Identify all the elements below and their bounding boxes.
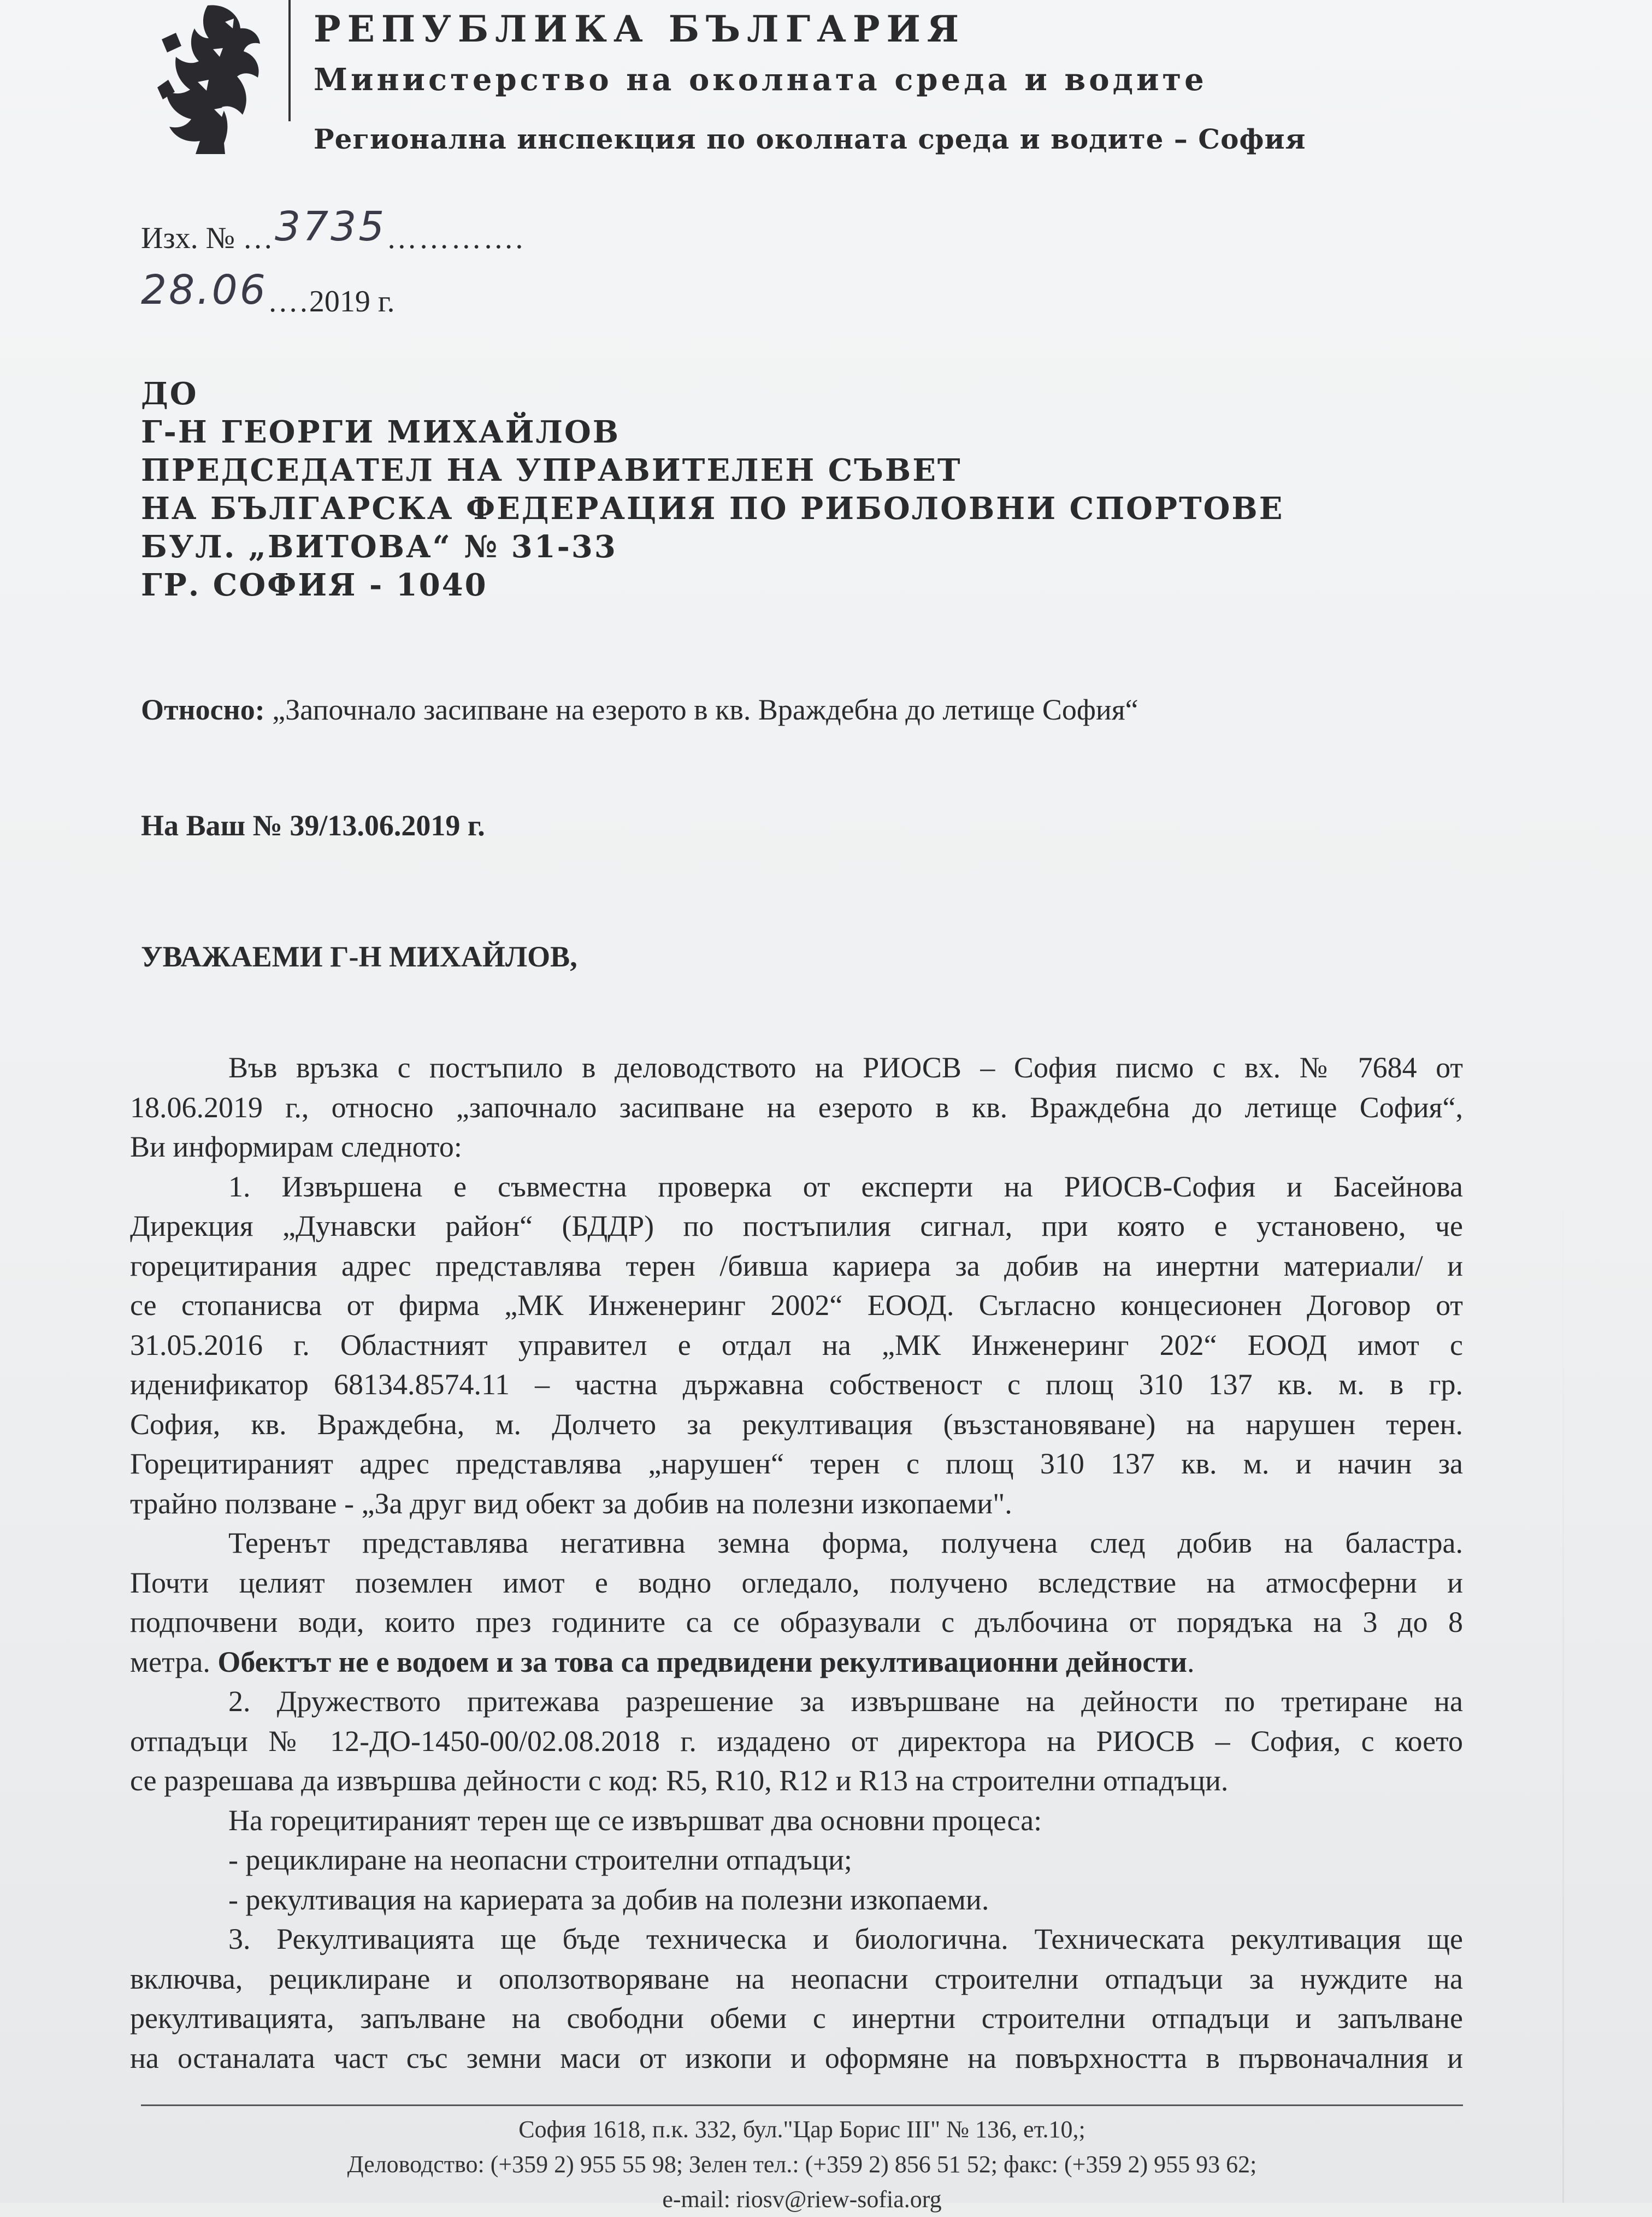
outgoing-date: 28.06….2019 г.: [141, 267, 395, 319]
salutation: УВАЖАЕМИ Г-Н МИХАЙЛОВ,: [141, 940, 577, 973]
lion-crest-icon: [143, 0, 272, 157]
body-line: иденификатор 68134.8574.11 – частна държавна собственост с площ 310 137 кв. м. в гр.: [130, 1368, 1463, 1401]
body-line: 3. Рекултивацията ще бъде техническа и биологична. Техническата рекултивация ще: [228, 1923, 1463, 1955]
body-line: Горецитираният адрес представлява „нарушен“ терен с площ 310 137 кв. м. и начин за: [130, 1447, 1463, 1480]
letterhead: [314, 0, 1306, 158]
body-line: Ви информирам следното:: [130, 1130, 462, 1163]
footer: [130, 2112, 1474, 2217]
reference-line: На Ваш № 39/13.06.2019 г.: [141, 809, 485, 842]
footer-address: София 1618, п.к. 332, бул."Цар Борис III" № 136, ет.10,;: [518, 2116, 1085, 2143]
date-handwritten: 28.06: [141, 267, 268, 314]
list-item: - рекултивация на кариерата за добив на полезни изкопаеми.: [228, 1883, 989, 1916]
body-line: Почти целият поземлен имот е водно огледало, получено вследствие на атмосферни и: [130, 1566, 1463, 1599]
date-year: 2019 г.: [309, 285, 395, 319]
addressee-line: ПРЕДСЕДАТЕЛ НА УПРАВИТЕЛЕН СЪВЕТ: [141, 452, 962, 488]
letter-body: [130, 1048, 1463, 2078]
footer-divider: [141, 2104, 1463, 2106]
body-line: отпадъци № 12-ДО-1450-00/02.08.2018 г. издадено от директора на РИОСВ – София, с което: [130, 1724, 1463, 1758]
country-name: РЕПУБЛИКА БЪЛГАРИЯ: [314, 8, 966, 50]
body-line: 18.06.2019 г., относно „започнало засипване на езерото в кв. Враждебна до летище София“,: [130, 1090, 1463, 1124]
addressee-line: ГР. СОФИЯ - 1040: [141, 567, 488, 603]
number-label: Изх. №: [141, 221, 235, 255]
footer-email: e-mail: riosv@riew-sofia.org: [662, 2186, 942, 2213]
subject-text: „Започнало засипване на езерото в кв. Враждебна до летище София“: [272, 693, 1138, 726]
emphasis-text: Обектът не е водоем и за това са предвидени рекултивационни дейности: [217, 1645, 1187, 1678]
body-line: трайно ползване - „За друг вид обект за добив на полезни изкопаеми".: [130, 1487, 1012, 1520]
body-line: подпочвени води, които през годините са се образували с дълбочина от порядъка на 3 до 8: [130, 1606, 1463, 1638]
body-line: 1. Извършена е съвместна проверка от експерти на РИОСВ-София и Басейнова: [228, 1170, 1463, 1203]
inspectorate-name: Регионална инспекция по околната среда и водите – София: [314, 123, 1306, 155]
ministry-name: Министерство на околната среда и водите: [314, 62, 1207, 98]
addressee-line: ДО: [141, 376, 198, 412]
body-line: се разрешава да извършва дейности с код: R5, R10, R12 и R13 на строителни отпадъци.: [130, 1764, 1229, 1797]
body-line: горецитирания адрес представлява терен /бивша кариера за добив на инертни материали/ и: [130, 1249, 1463, 1282]
body-line: Теренът представлява негативна земна форма, получена след добив на баластра.: [228, 1526, 1463, 1559]
list-item: - рециклиране на неопасни строителни отпадъци;: [228, 1843, 852, 1876]
body-line: София, кв. Враждебна, м. Долчето за рекултивация (възстановяване) на нарушен терен.: [130, 1407, 1463, 1441]
subject-label: Относно:: [141, 693, 265, 726]
addressee-block: [141, 375, 1284, 604]
letterhead-divider: [288, 0, 291, 121]
paper-fold: [1562, 1093, 1564, 2203]
number-dots: ………….: [386, 221, 525, 255]
body-line: рекултивацията, запълване на свободни обеми с инертни строителни отпадъци и запълване: [130, 2002, 1463, 2035]
addressee-line: Г-Н ГЕОРГИ МИХАЙЛОВ: [141, 414, 621, 450]
addressee-line: НА БЪЛГАРСКА ФЕДЕРАЦИЯ ПО РИБОЛОВНИ СПОРТОВЕ: [141, 491, 1284, 527]
body-line: Дирекция „Дунавски район“ (БДДР) по постъпилия сигнал, при която е установено, че: [130, 1210, 1463, 1242]
outgoing-number: Изх. № …3735………….: [141, 203, 525, 255]
body-line: Във връзка с постъпило в деловодството на РИОСВ – София писмо с вх. № 7684 от: [228, 1051, 1463, 1084]
body-line: включва, рециклиране и оползотворяване на неопасни строителни отпадъци за нуждите на: [130, 1962, 1463, 1995]
number-handwritten: 3735: [275, 203, 387, 250]
body-line: метра. Обектът не е водоем и за това са предвидени рекултивационни дейности.: [130, 1645, 1195, 1678]
subject-line: [141, 693, 1138, 727]
body-line: 31.05.2016 г. Областният управител е отдал на „МК Инженеринг 202“ ЕООД имот с: [130, 1328, 1463, 1361]
addressee-line: БУЛ. „ВИТОВА“ № 31-33: [141, 529, 617, 565]
footer-phones: Деловодство: (+359 2) 955 55 98; Зелен тел.: (+359 2) 856 51 52; факс: (+359 2) 955 93 62;: [347, 2151, 1257, 2178]
body-line: на останалата част със земни маси от изкопи и оформяне на повърхността в първоначалния и: [130, 2041, 1463, 2074]
body-line: На горецитираният терен ще се извършват два основни процеса:: [228, 1803, 1042, 1837]
body-line: 2. Дружеството притежава разрешение за извършване на дейности по третиране на: [228, 1685, 1463, 1718]
body-line: се стопанисва от фирма „МК Инженеринг 2002“ ЕООД. Съгласно концесионен Договор от: [130, 1289, 1463, 1322]
